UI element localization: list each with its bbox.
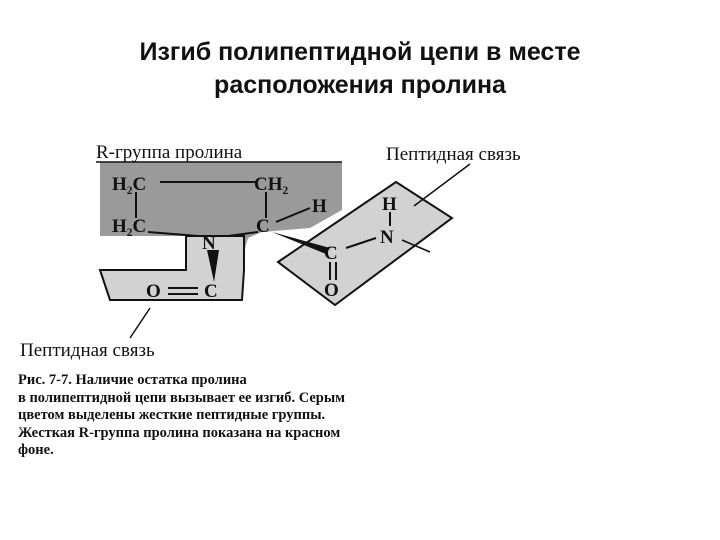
peptide-bond-label-top: Пептидная связь [386, 144, 521, 165]
atom-n-ring: N [202, 233, 216, 254]
peptide-bond-top-pointer [414, 164, 470, 206]
caption-line-3: цветом выделены жесткие пептидные группы. [18, 407, 326, 423]
caption-line-5: фоне. [18, 442, 54, 458]
atom-h-ring: H [312, 196, 327, 217]
atom-h2c-top: H₂C [112, 174, 147, 195]
title-line-1: Изгиб полипептидной цепи в месте [139, 38, 581, 66]
atom-ch2: CH₂ [254, 174, 289, 195]
caption-line-2: в полипептидной цепи вызывает ее изгиб. Серым [18, 389, 346, 406]
r-group-label: R-группа пролина [96, 142, 243, 163]
atom-h2c-bottom: H₂C [112, 216, 147, 237]
atom-o-left: O [146, 281, 161, 302]
peptide-bond-bottom-pointer [130, 308, 150, 338]
atom-h-right: H [382, 194, 397, 215]
peptide-group-left [100, 236, 244, 300]
atom-o-right: O [324, 280, 339, 301]
peptide-bond-label-bottom: Пептидная связь [20, 340, 155, 361]
atom-n-right: N [380, 227, 394, 248]
caption-line-1: Рис. 7-7. Наличие остатка пролина [18, 372, 247, 388]
atom-c-right: C [324, 243, 338, 264]
atom-c-left: C [204, 281, 218, 302]
caption-line-4: Жесткая R-группа пролина показана на красном [18, 424, 341, 441]
figure-caption [18, 372, 618, 460]
atom-c-ring: C [256, 216, 270, 237]
title-line-2: расположения пролина [214, 71, 506, 99]
